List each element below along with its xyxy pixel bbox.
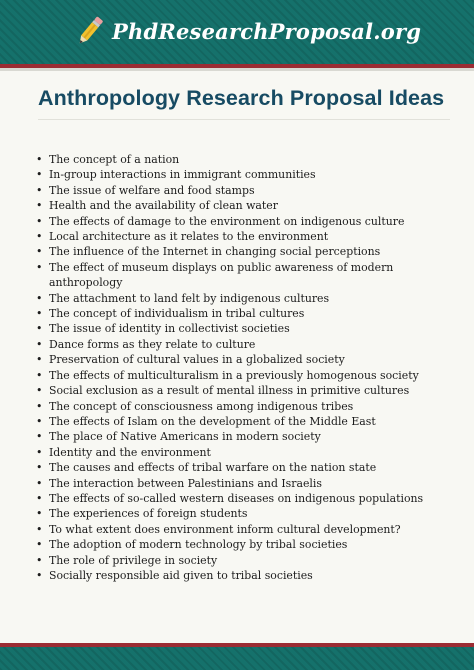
bullet-icon: • — [36, 260, 43, 274]
page-title: Anthropology Research Proposal Ideas — [38, 86, 445, 110]
header-banner — [0, 0, 474, 64]
bullet-icon: • — [36, 337, 43, 351]
list-item-text: To what extent does environment inform cultural development? — [49, 522, 401, 536]
list-item-text: The concept of a nation — [49, 153, 180, 166]
bullet-icon: • — [36, 214, 43, 228]
list-item — [36, 568, 456, 583]
list-item — [36, 506, 456, 521]
list-item — [36, 476, 456, 491]
list-item — [36, 198, 456, 213]
bullet-icon: • — [36, 230, 43, 244]
bullet-icon: • — [36, 307, 43, 321]
list-item-text: Socially responsible aid given to tribal societies — [49, 568, 313, 582]
list-item — [36, 214, 456, 229]
list-item-text: The influence of the Internet in changing social perceptions — [49, 245, 381, 259]
list-item — [36, 291, 456, 306]
list-item — [36, 183, 456, 198]
bullet-icon: • — [36, 353, 43, 367]
bullet-icon: • — [36, 245, 43, 259]
list-item — [36, 491, 456, 506]
list-item — [36, 399, 456, 414]
pencil-icon — [72, 13, 108, 49]
list-item-text: The place of Native Americans in modern society — [49, 430, 321, 444]
list-item-text: The issue of welfare and food stamps — [49, 183, 255, 197]
header-divider — [0, 68, 474, 71]
title-divider — [38, 119, 450, 120]
list-item-text: The issue of identity in collectivist societies — [49, 322, 290, 336]
list-item — [36, 321, 456, 336]
bullet-icon: • — [36, 368, 43, 382]
list-item-text: The effect of museum displays on public awareness of modern anthropology — [49, 260, 394, 290]
list-item-text: In-group interactions in immigrant communities — [49, 168, 316, 182]
list-item — [36, 306, 456, 321]
list-item — [36, 368, 456, 383]
list-item — [36, 383, 456, 398]
list-item — [36, 445, 456, 460]
bullet-icon: • — [36, 153, 43, 166]
bullet-icon: • — [36, 507, 43, 521]
list-item-text: Social exclusion as a result of mental illness in primitive cultures — [49, 384, 410, 398]
ideas-list — [36, 152, 456, 583]
bullet-icon: • — [36, 168, 43, 182]
list-item-text: The effects of damage to the environment on indigenous culture — [49, 214, 405, 228]
list-item-text: The role of privilege in society — [49, 553, 218, 567]
list-item — [36, 260, 456, 291]
bullet-icon: • — [36, 491, 43, 505]
bullet-icon: • — [36, 430, 43, 444]
list-item-text: Health and the availability of clean water — [49, 199, 278, 213]
bullet-icon: • — [36, 461, 43, 475]
list-item — [36, 244, 456, 259]
bullet-icon: • — [36, 199, 43, 213]
list-item-text: The effects of so-called western diseases on indigenous populations — [49, 491, 424, 505]
bullet-icon: • — [36, 322, 43, 336]
bullet-icon: • — [36, 568, 43, 582]
list-item-text: The concept of individualism in tribal cultures — [49, 307, 305, 321]
list-item-text: The experiences of foreign students — [49, 507, 248, 521]
list-item — [36, 167, 456, 182]
bullet-icon: • — [36, 522, 43, 536]
bullet-icon: • — [36, 445, 43, 459]
site-logo[interactable] — [72, 11, 421, 51]
list-item — [36, 429, 456, 444]
list-item-text: The effects of multiculturalism in a previously homogenous society — [49, 368, 419, 382]
list-item-text: The attachment to land felt by indigenous cultures — [49, 291, 330, 305]
list-item — [36, 522, 456, 537]
bullet-icon: • — [36, 476, 43, 490]
list-item-text: Preservation of cultural values in a globalized society — [49, 353, 345, 367]
list-item-text: The concept of consciousness among indigenous tribes — [49, 399, 354, 413]
bullet-icon: • — [36, 414, 43, 428]
list-item-text: Identity and the environment — [49, 445, 211, 459]
list-item — [36, 229, 456, 244]
list-item-text: The effects of Islam on the development of the Middle East — [49, 414, 376, 428]
bullet-icon: • — [36, 553, 43, 567]
bullet-icon: • — [36, 183, 43, 197]
logo-text: PhdResearchProposal.org — [112, 18, 422, 44]
list-item — [36, 414, 456, 429]
list-item-text: Dance forms as they relate to culture — [49, 337, 256, 351]
list-item — [36, 537, 456, 552]
list-item — [36, 337, 456, 352]
list-item — [36, 152, 456, 167]
list-item — [36, 460, 456, 475]
list-item-text: The causes and effects of tribal warfare on the nation state — [49, 461, 377, 475]
footer-banner — [0, 647, 474, 670]
bullet-icon: • — [36, 384, 43, 398]
list-item-text: The interaction between Palestinians and Israelis — [49, 476, 322, 490]
list-item — [36, 553, 456, 568]
list-item-text: The adoption of modern technology by tribal societies — [49, 538, 348, 552]
bullet-icon: • — [36, 291, 43, 305]
bullet-icon: • — [36, 399, 43, 413]
list-item-text: Local architecture as it relates to the environment — [49, 230, 329, 244]
bullet-icon: • — [36, 538, 43, 552]
list-item — [36, 352, 456, 367]
